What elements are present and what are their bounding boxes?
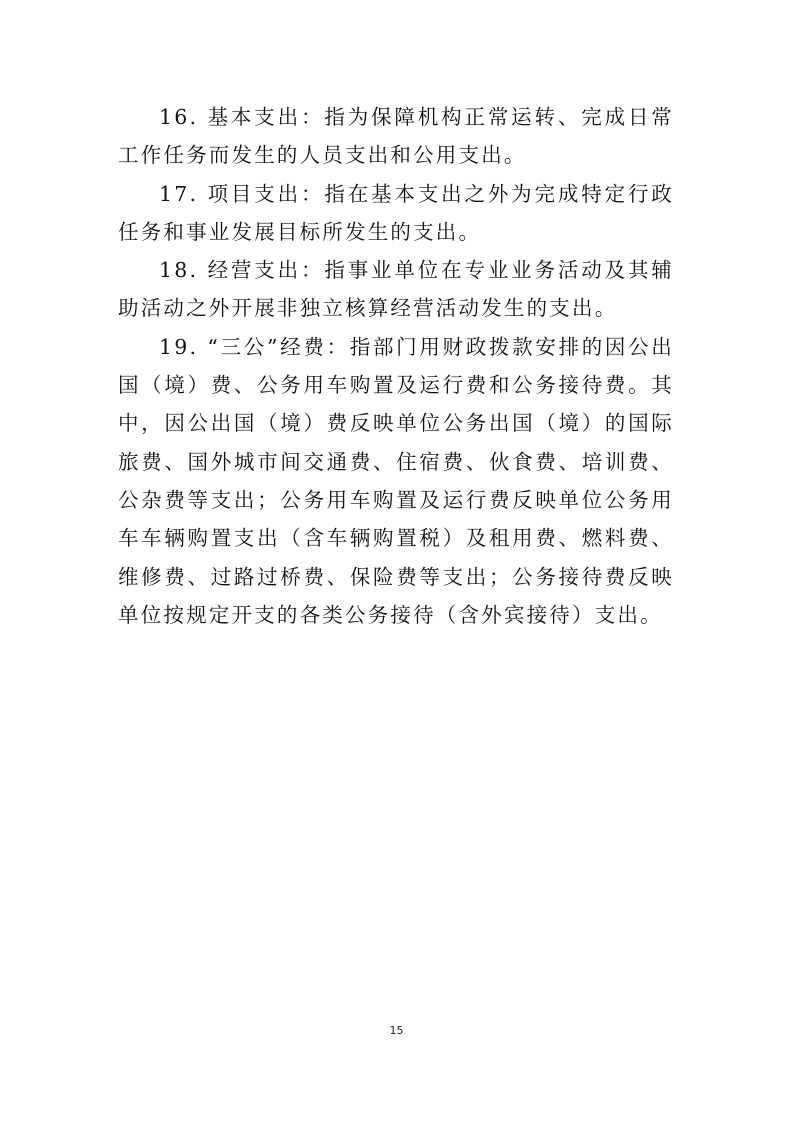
- document-body: [118, 98, 674, 634]
- paragraph-17-project-expenditure: 17. 项目支出：指在基本支出之外为完成特定行政任务和事业发展目标所发生的支出。: [118, 181, 674, 244]
- paragraph-18-operating-expenditure: 18. 经营支出：指事业单位在专业业务活动及其辅助活动之外开展非独立核算经营活动发生的支出。: [118, 258, 674, 321]
- paragraph-16-basic-expenditure: 16. 基本支出：指为保障机构正常运转、完成日常工作任务而发生的人员支出和公用支出。: [118, 105, 674, 168]
- paragraph-19-three-public-expenses: 19. “三公”经费：指部门用财政拨款安排的因公出国（境）费、公务用车购置及运行费和公务接待费。其中，因公出国（境）费反映单位公务出国（境）的国际旅费、国外城市间交通费、住宿费、伙食费、培训费、公杂费等支出；公务用车购置及运行费反映单位公务用车车辆购置支出（含车辆购置税）及租用费、燃料费、维修费、过路过桥费、保险费等支出；公务接待费反映单位按规定开支的各类公务接待（含外宾接待）支出。: [118, 334, 674, 627]
- page-number: 15: [389, 1024, 404, 1037]
